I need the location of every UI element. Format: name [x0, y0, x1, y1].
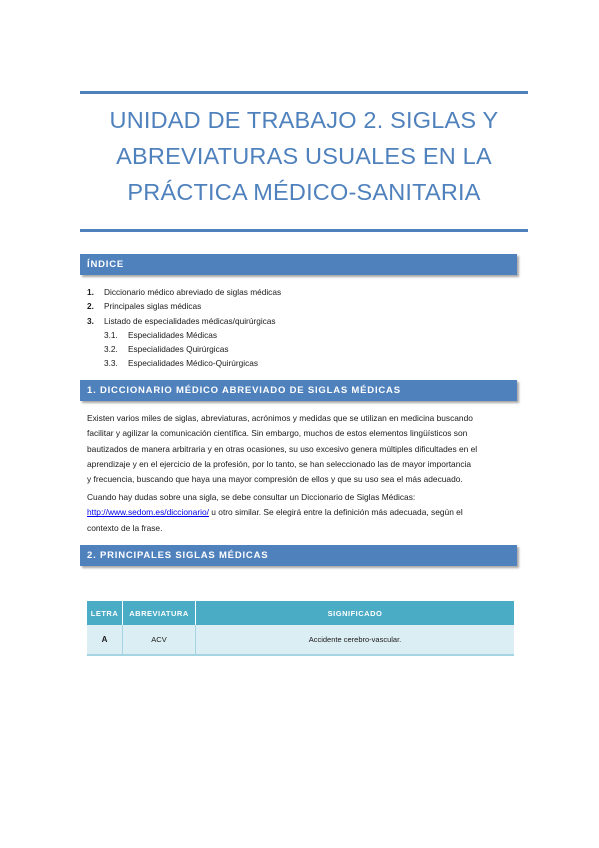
toc-item-label: Diccionario médico abreviado de siglas médicas: [104, 287, 282, 297]
column-header-abreviatura: ABREVIATURA: [123, 601, 196, 625]
section-1-paragraph-1: [87, 411, 515, 487]
paragraph-text: u otro similar. Se elegirá entre la definición más adecuada, según el: [208, 507, 463, 518]
table-header-row: [87, 601, 514, 625]
paragraph-line: aprendizaje y en el ejercicio de la profesión, por lo tanto, se han seleccionado las de mayor importancia: [87, 458, 472, 469]
title-bottom-rule: [80, 229, 528, 232]
column-header-letra: LETRA: [87, 601, 123, 625]
toc-item-1[interactable]: [87, 285, 281, 299]
paragraph-line: facilitar y agilizar la comunicación científica. Sin embargo, muchos de estos elementos lingüísticos son: [87, 428, 468, 439]
title-line-2: ABREVIATURAS USUALES EN LA: [116, 143, 492, 169]
table-of-contents: [87, 285, 281, 371]
section-1-paragraph-2: [87, 490, 515, 536]
paragraph-line: Cuando hay dudas sobre una sigla, se debe consultar un Diccionario de Siglas Médicas:: [87, 492, 416, 502]
toc-subitem-3-2[interactable]: [87, 342, 281, 356]
cell-significado: Accidente cerebro-vascular.: [196, 625, 515, 655]
toc-item-label: Listado de especialidades médicas/quirúrgicas: [104, 315, 276, 326]
paragraph-line: y frecuencia, buscando que haya una mayor compresión de ellos y que su uso sea el más adecuado.: [87, 474, 463, 485]
title-line-3: PRÁCTICA MÉDICO-SANITARIA: [127, 179, 481, 205]
toc-item-label: Principales siglas médicas: [104, 301, 202, 312]
title-line-1: UNIDAD DE TRABAJO 2. SIGLAS Y: [109, 107, 499, 133]
title-top-rule: [80, 91, 528, 94]
toc-subitem-label: Especialidades Quirúrgicas: [128, 344, 229, 355]
cell-abreviatura: ACV: [123, 625, 196, 655]
page-title: [80, 102, 528, 210]
toc-item-number: 2.: [87, 301, 94, 312]
toc-subitem-number: 3.1.: [104, 329, 118, 340]
cell-letra: A: [87, 625, 123, 655]
toc-subitem-label: Especialidades Médicas: [128, 329, 218, 340]
diccionario-link[interactable]: http://www.sedom.es/diccionario/: [87, 507, 209, 518]
section-1-heading: 1. DICCIONARIO MÉDICO ABREVIADO DE SIGLAS MÉDICAS: [80, 380, 517, 401]
paragraph-line: Existen varios miles de siglas, abreviaturas, acrónimos y medidas que se utilizan en medicina buscando: [87, 413, 473, 423]
toc-subitem-label: Especialidades Médico-Quirúrgicas: [128, 358, 259, 369]
toc-subitem-number: 3.3.: [104, 358, 118, 369]
siglas-table: [87, 601, 514, 656]
toc-subitem-number: 3.2.: [104, 344, 118, 355]
section-2-heading: 2. PRINCIPALES SIGLAS MÉDICAS: [80, 545, 517, 566]
toc-item-3[interactable]: [87, 314, 281, 328]
column-header-significado: SIGNIFICADO: [196, 601, 515, 625]
toc-item-number: 3.: [87, 315, 94, 326]
toc-item-number: 1.: [87, 287, 94, 297]
index-heading: ÍNDICE: [80, 254, 517, 275]
paragraph-line: bautizados de manera arbitraria y en otras ocasiones, su uso excesivo genera múltiples dificultades en el: [87, 443, 478, 454]
toc-subitem-3-3[interactable]: [87, 356, 281, 370]
paragraph-line: contexto de la frase.: [87, 522, 163, 533]
paragraph-line: [87, 505, 515, 520]
table-row: [87, 625, 514, 655]
toc-subitem-3-1[interactable]: [87, 328, 281, 342]
toc-item-2[interactable]: [87, 299, 281, 313]
